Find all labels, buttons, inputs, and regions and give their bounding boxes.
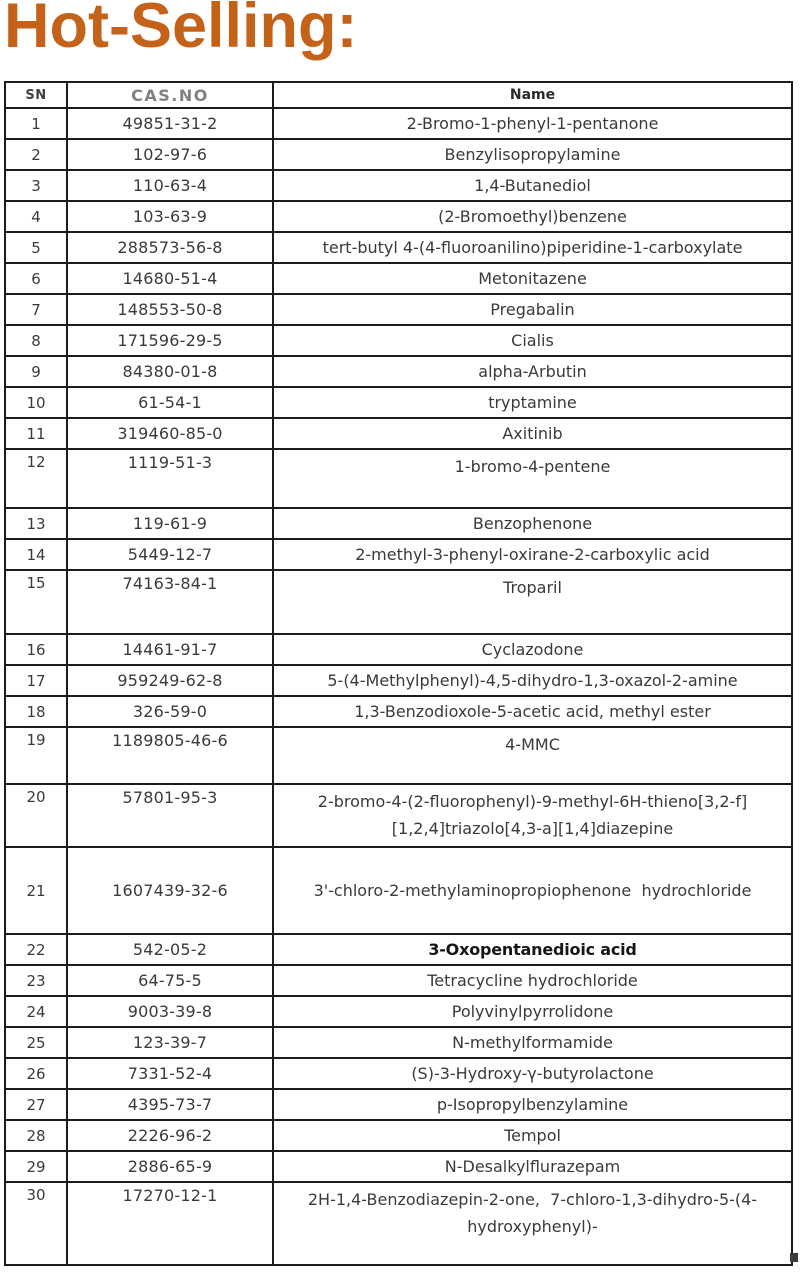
name-cell: tryptamine — [273, 387, 792, 418]
sn-cell: 29 — [5, 1151, 67, 1182]
name-cell: alpha-Arbutin — [273, 356, 792, 387]
sn-cell: 8 — [5, 325, 67, 356]
sn-cell: 25 — [5, 1027, 67, 1058]
sn-cell: 1 — [5, 108, 67, 139]
name-cell: N-Desalkylflurazepam — [273, 1151, 792, 1182]
name-cell: Tempol — [273, 1120, 792, 1151]
table-header-row — [5, 82, 792, 108]
table-row — [5, 449, 792, 508]
cas-cell: 49851-31-2 — [67, 108, 273, 139]
table-row — [5, 1182, 792, 1265]
name-cell: Axitinib — [273, 418, 792, 449]
cas-cell: 326-59-0 — [67, 696, 273, 727]
table-row — [5, 232, 792, 263]
header-sn: SN — [5, 82, 67, 108]
cas-cell: 542-05-2 — [67, 934, 273, 965]
table-row — [5, 570, 792, 634]
sn-cell: 18 — [5, 696, 67, 727]
cas-cell: 103-63-9 — [67, 201, 273, 232]
table-row — [5, 727, 792, 784]
cas-cell: 1607439-32-6 — [67, 847, 273, 934]
name-cell: Benzylisopropylamine — [273, 139, 792, 170]
header-name: Name — [273, 82, 792, 108]
cas-cell: 4395-73-7 — [67, 1089, 273, 1120]
sn-cell: 15 — [5, 570, 67, 634]
sn-cell: 14 — [5, 539, 67, 570]
table-row — [5, 784, 792, 847]
table-row — [5, 418, 792, 449]
name-cell: Cialis — [273, 325, 792, 356]
cas-cell: 17270-12-1 — [67, 1182, 273, 1265]
name-cell: Tetracycline hydrochloride — [273, 965, 792, 996]
name-cell: (2-Bromoethyl)benzene — [273, 201, 792, 232]
name-cell: Benzophenone — [273, 508, 792, 539]
name-cell: 3'-chloro-2-methylaminopropiophenone hydrochloride — [273, 847, 792, 934]
table-row — [5, 996, 792, 1027]
table-row — [5, 847, 792, 934]
name-cell: 1,3-Benzodioxole-5-acetic acid, methyl ester — [273, 696, 792, 727]
name-cell: Polyvinylpyrrolidone — [273, 996, 792, 1027]
sn-cell: 22 — [5, 934, 67, 965]
cas-cell: 61-54-1 — [67, 387, 273, 418]
table-row — [5, 1151, 792, 1182]
cas-cell: 7331-52-4 — [67, 1058, 273, 1089]
table-row — [5, 201, 792, 232]
table-row — [5, 356, 792, 387]
name-cell: Cyclazodone — [273, 634, 792, 665]
sn-cell: 26 — [5, 1058, 67, 1089]
sn-cell: 28 — [5, 1120, 67, 1151]
sn-cell: 23 — [5, 965, 67, 996]
cas-cell: 1189805-46-6 — [67, 727, 273, 784]
sn-cell: 24 — [5, 996, 67, 1027]
sn-cell: 2 — [5, 139, 67, 170]
table-row — [5, 170, 792, 201]
page-title: Hot-Selling: — [4, 0, 358, 61]
name-cell: tert-butyl 4-(4-fluoroanilino)piperidine-1-carboxylate — [273, 232, 792, 263]
name-cell: 1-bromo-4-pentene — [273, 449, 792, 508]
name-cell: N-methylformamide — [273, 1027, 792, 1058]
sn-cell: 6 — [5, 263, 67, 294]
cas-cell: 57801-95-3 — [67, 784, 273, 847]
sn-cell: 21 — [5, 847, 67, 934]
table-row — [5, 387, 792, 418]
sn-cell: 30 — [5, 1182, 67, 1265]
table-row — [5, 965, 792, 996]
table-row — [5, 696, 792, 727]
cas-cell: 102-97-6 — [67, 139, 273, 170]
cas-cell: 5449-12-7 — [67, 539, 273, 570]
sn-cell: 17 — [5, 665, 67, 696]
name-cell: Pregabalin — [273, 294, 792, 325]
sn-cell: 3 — [5, 170, 67, 201]
name-cell: 2H-1,4-Benzodiazepin-2-one, 7-chloro-1,3-dihydro-5-(4-hydroxyphenyl)- — [273, 1182, 792, 1265]
cas-cell: 14680-51-4 — [67, 263, 273, 294]
cas-cell: 119-61-9 — [67, 508, 273, 539]
cas-cell: 84380-01-8 — [67, 356, 273, 387]
sn-cell: 20 — [5, 784, 67, 847]
table-row — [5, 665, 792, 696]
cas-cell: 9003-39-8 — [67, 996, 273, 1027]
name-cell: 1,4-Butanediol — [273, 170, 792, 201]
table-body — [5, 108, 792, 1265]
name-cell: Metonitazene — [273, 263, 792, 294]
name-cell: 4-MMC — [273, 727, 792, 784]
sn-cell: 11 — [5, 418, 67, 449]
cas-cell: 288573-56-8 — [67, 232, 273, 263]
name-cell: Troparil — [273, 570, 792, 634]
cas-cell: 2226-96-2 — [67, 1120, 273, 1151]
cas-cell: 171596-29-5 — [67, 325, 273, 356]
table-row — [5, 1089, 792, 1120]
sn-cell: 16 — [5, 634, 67, 665]
table-row — [5, 1120, 792, 1151]
sn-cell: 10 — [5, 387, 67, 418]
table-row — [5, 294, 792, 325]
table-row — [5, 634, 792, 665]
name-cell: 2-bromo-4-(2-fluorophenyl)-9-methyl-6H-thieno[3,2-f][1,2,4]triazolo[4,3-a][1,4]diazepine — [273, 784, 792, 847]
table-row — [5, 508, 792, 539]
table-row — [5, 934, 792, 965]
cas-cell: 123-39-7 — [67, 1027, 273, 1058]
cas-cell: 74163-84-1 — [67, 570, 273, 634]
cas-cell: 148553-50-8 — [67, 294, 273, 325]
sn-cell: 27 — [5, 1089, 67, 1120]
name-cell: 2-methyl-3-phenyl-oxirane-2-carboxylic acid — [273, 539, 792, 570]
table-row — [5, 325, 792, 356]
cas-cell: 319460-85-0 — [67, 418, 273, 449]
sn-cell: 12 — [5, 449, 67, 508]
table-row — [5, 139, 792, 170]
name-cell: 3-Oxopentanedioic acid — [273, 934, 792, 965]
table-row — [5, 1027, 792, 1058]
name-cell: 2-Bromo-1-phenyl-1-pentanone — [273, 108, 792, 139]
hot-selling-table — [4, 81, 793, 1266]
header-cas: CAS.NO — [67, 82, 273, 108]
sn-cell: 4 — [5, 201, 67, 232]
table-row — [5, 108, 792, 139]
table-row — [5, 1058, 792, 1089]
name-cell: (S)-3-Hydroxy-γ-butyrolactone — [273, 1058, 792, 1089]
sn-cell: 7 — [5, 294, 67, 325]
cas-cell: 14461-91-7 — [67, 634, 273, 665]
sn-cell: 5 — [5, 232, 67, 263]
cas-cell: 959249-62-8 — [67, 665, 273, 696]
sn-cell: 9 — [5, 356, 67, 387]
cas-cell: 2886-65-9 — [67, 1151, 273, 1182]
name-cell: p-Isopropylbenzylamine — [273, 1089, 792, 1120]
table-row — [5, 263, 792, 294]
table-row — [5, 539, 792, 570]
cas-cell: 110-63-4 — [67, 170, 273, 201]
cas-cell: 1119-51-3 — [67, 449, 273, 508]
table-corner-mark — [790, 1253, 798, 1262]
cas-cell: 64-75-5 — [67, 965, 273, 996]
sn-cell: 19 — [5, 727, 67, 784]
name-cell: 5-(4-Methylphenyl)-4,5-dihydro-1,3-oxazol-2-amine — [273, 665, 792, 696]
sn-cell: 13 — [5, 508, 67, 539]
